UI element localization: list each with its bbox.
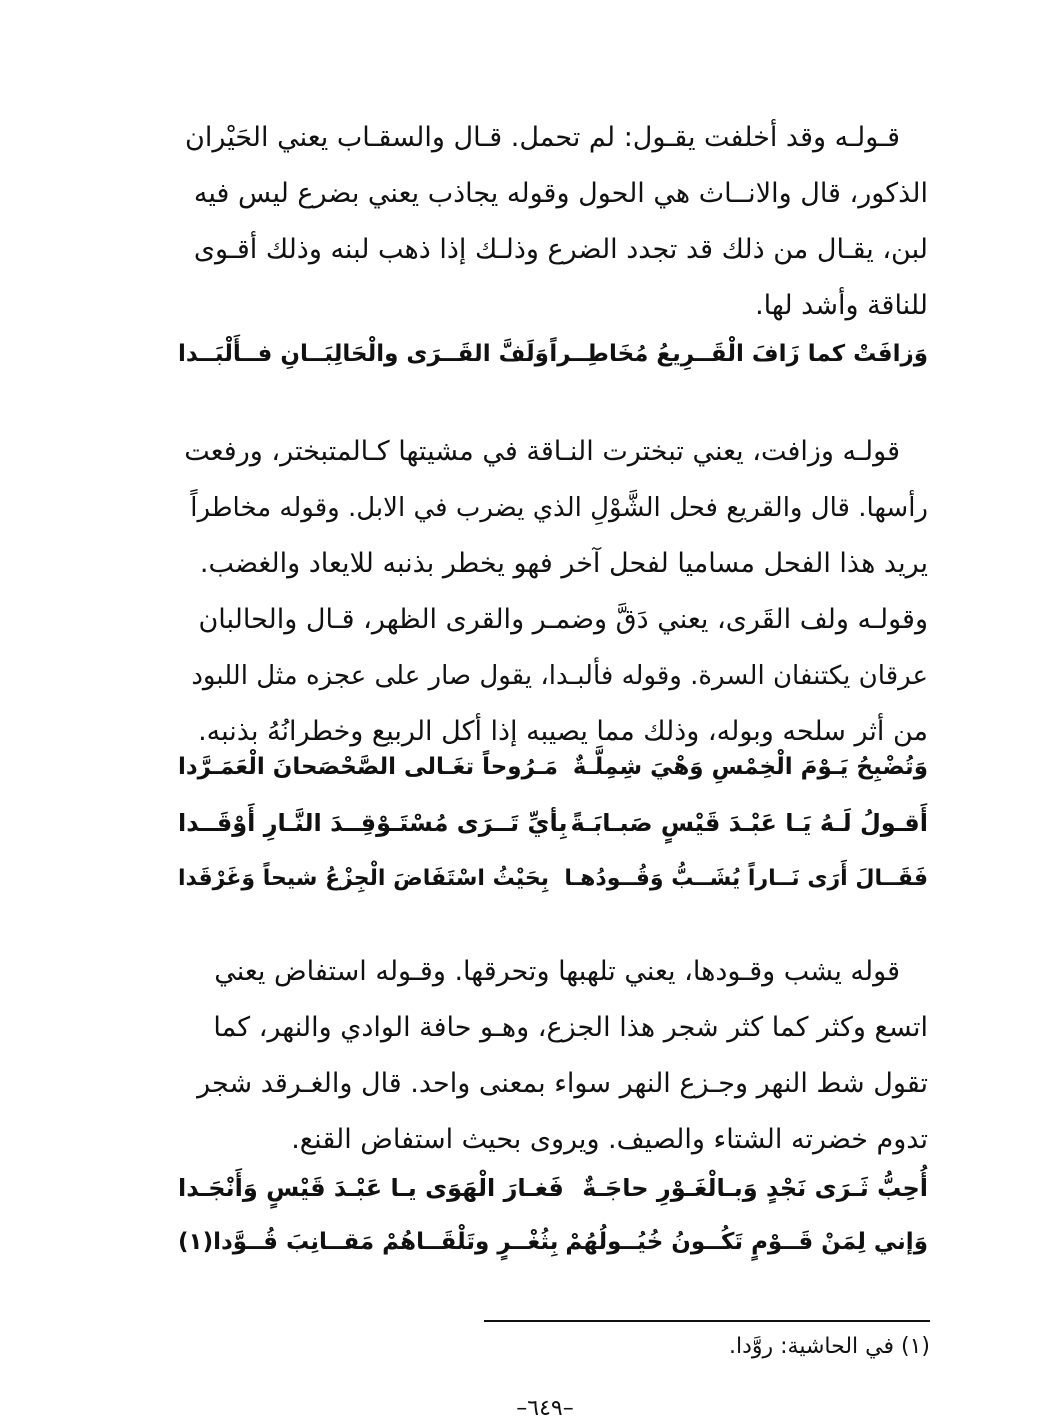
verse-second-hemistich: فَغـارَ الْهَوَى يـا عَبْـدَ قَيْسٍ وَأَنْجَـدا — [178, 1174, 564, 1202]
verse-line — [178, 1214, 928, 1270]
verse-line — [178, 326, 928, 382]
footnote-divider — [484, 1320, 930, 1322]
paragraph-3-line: تقول شط النهر وجـزع النهر سواء بمعنى واحد. قال والغـرقد شجر — [197, 1068, 928, 1099]
paragraph-2-line: يريد هذا الفحل مساميا لفحل آخر فهو يخطر بذنبه للايعاد والغضب. — [199, 548, 928, 579]
paragraph-2-line: من أثر سلحه وبوله، وذلك مما يصيبه إذا أكل الربيع وخطرانُهُ بذنبه. — [198, 716, 928, 747]
verse-second-hemistich: مَـرُوحاً تغَـالى الصَّحْصَحانَ الْعَمَـرَّدا — [178, 754, 559, 780]
verse-first-hemistich: فَقَــالَ أَرَى نَــاراً يُشَــبُّ وَقُــودُهـا — [564, 866, 928, 891]
paragraph-3-line: تدوم خضرته الشتاء والصيف. ويروى بحيث استفاض القنع. — [291, 1124, 928, 1155]
verse-line — [178, 1160, 928, 1216]
verse-first-hemistich: أُحِبُّ ثَـرَى نَجْدٍ وَبـالْغَـوْرِ حاجَـةٌ — [582, 1174, 928, 1202]
verse-line — [178, 739, 928, 795]
paragraph-1-line: لبن، يقـال من ذلك قد تجدد الضرع وذلـك إذا ذهب لبنه وذلك أقـوى — [193, 234, 928, 265]
paragraph-1 — [178, 110, 928, 334]
verse-first-hemistich: وَزافَتْ كما زَافَ الْقَــرِيعُ مُخَاطِــراً — [549, 341, 928, 367]
paragraph-3-line: قوله يشب وقـودها، يعني تلهبها وتحرقها. وقـوله استفاض يعني — [214, 956, 900, 987]
paragraph-1-line: للناقة وأشد لها. — [755, 290, 928, 321]
paragraph-1-line: الذكور، قال والانــاث هي الحول وقوله يجاذب يعني بضرع ليس فيه — [193, 178, 928, 209]
verse-line — [178, 795, 928, 851]
paragraph-2 — [178, 424, 928, 760]
verse-second-hemistich: بِحَيْثُ اسْتَفَاضَ الْجِزْعُ شيحاً وَغَرْقَدا — [178, 866, 550, 891]
paragraph-3-line: اتسع وكثر كما كثر شجر هذا الجزع، وهـو حافة الوادي والنهر، كما — [213, 1012, 928, 1043]
paragraph-2-line: عرقان يكتنفان السرة. وقوله فألبـدا، يقول صار على عجزه مثل اللبود — [191, 661, 928, 691]
paragraph-2-line: رأسها. قال والقريع فحل الشَّوْلِ الذي يضرب في الابل. وقوله مخاطراً — [190, 493, 928, 523]
page-number: –٦٤٩– — [516, 1396, 574, 1421]
verse-second-hemistich: بِأيِّ تَــرَى مُسْتَـوْقِــدَ النَّـارِ أَوْقَــدا — [178, 809, 568, 837]
verse-first-hemistich: وَتُضْبِحُ يَـوْمَ الْخِمْسِ وَهْيَ شِمِلَّـةٌ — [572, 754, 928, 780]
verse-first-hemistich: وَإني لِمَنْ قَــوْمٍ تَكُــونُ خُيُــولُهُمْ — [565, 1229, 928, 1255]
verse-line — [178, 851, 928, 907]
verse-first-hemistich: أَقـولُ لَـهُ يَـا عَبْـدَ قَيْسٍ صَبـابَـةً — [570, 809, 928, 837]
paragraph-1-line: قـولـه وقد أخلفت يقـول: لم تحمل. قـال والسقـاب يعني الحَيْران — [184, 122, 900, 153]
paragraph-3 — [178, 944, 928, 1168]
paragraph-2-line: وقولـه ولف القَرى، يعني دَقَّ وضمـر والقرى الظهر، قـال والحالبان — [198, 604, 928, 635]
verse-second-hemistich: وَلَفَّ القَــرَى والْحَالِبَــانِ فــأَلْبَــدا — [178, 341, 549, 367]
footnote: (١) في الحاشية: روَّدا. — [729, 1334, 930, 1359]
verse-second-hemistich: بِثُغْــرٍ وتَلْقَــاهُمْ مَقــانِبَ قُــوَّدا(١) — [178, 1229, 559, 1255]
paragraph-2-line: قولـه وزافت، يعني تبخترت النـاقة في مشيتها كـالمتبختر، ورفعت — [184, 436, 900, 467]
